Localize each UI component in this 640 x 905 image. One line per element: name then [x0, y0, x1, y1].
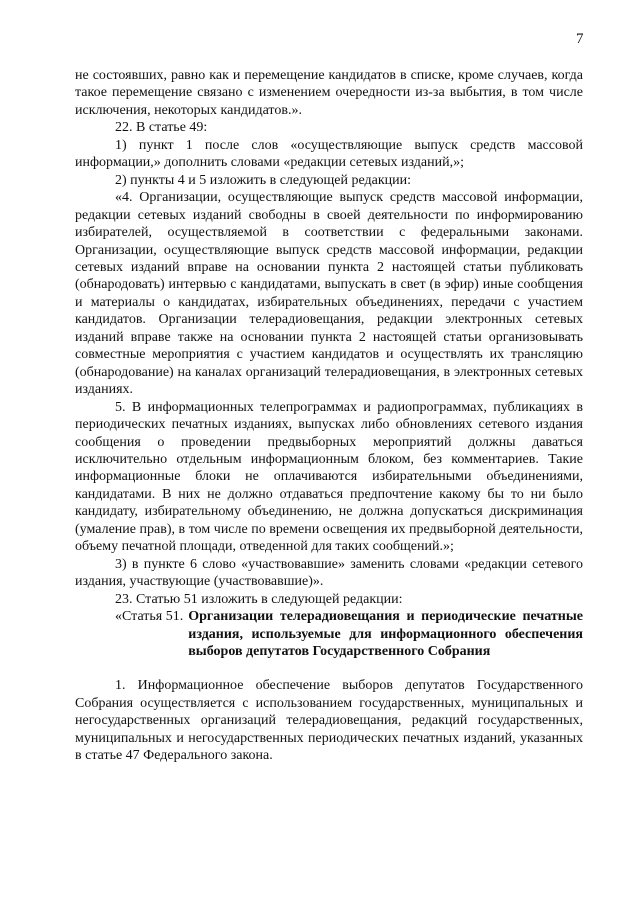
paragraph-continuation: не состоявших, равно как и перемещение кандидатов в списке, кроме случаев, когда такое перемещение связано с изменением очередности из-за выбытия, в том числе исключения, некоторых кандидатов.». — [75, 68, 583, 118]
article-number: «Статья 51. — [115, 609, 184, 625]
article-heading — [75, 608, 583, 660]
paragraph-point-5: 5. В информационных телепрограммах и радиопрограммах, публикациях в периодических печатных изданиях, выпусках либо обновлениях сетевого издания сообщения о проведении предвыборных мероприятий должны даваться исключительно отдельным информационным блоком, без комментариев. Такие информационные блоки не оплачиваются избирательными объединениями, кандидатами. В них не должно отдаваться предпочтение какому бы то ни было кандидату, избирательному объединению, не должна допускаться дискриминация (умаление прав), в том числе по времени освещения их предвыборной деятельности, объему печатной площади, отведенной для таких сообщений.»; — [75, 399, 583, 555]
page-number: 7 — [576, 31, 584, 47]
paragraph-subitem-3: 3) в пункте 6 слово «участвовавшие» заменить словами «редакции сетевого издания, участвующие (участвовавшие)». — [75, 556, 583, 590]
paragraph-subitem-1: 1) пункт 1 после слов «осуществляющие выпуск средств массовой информации,» дополнить словами «редакции сетевых изданий,»; — [75, 137, 583, 171]
paragraph-item-23: 23. Статью 51 изложить в следующей редакции: — [115, 591, 403, 607]
paragraph-point-4: «4. Организации, осуществляющие выпуск средств массовой информации, редакции сетевых изданий свободны в своей деятельности по информированию избирателей, осуществляемой в соответствии с федеральными законами. Организации, осуществляющие выпуск средств массовой информации, редакции сетевых изданий вправе на основании пункта 2 настоящей статьи публиковать (обнародовать) интервью с кандидатами, выпускать в свет (в эфир) иные сообщения и материалы о кандидатах, избирательных объединениях, передачи с участием кандидатов. Организации телерадиовещания, редакции электронных сетевых изданий вправе также на основании пункта 2 настоящей статьи организовывать совместные мероприятия с участием кандидатов и осуществлять их трансляцию (обнародование) на каналах организаций телерадиовещания, в электронных сетевых изданиях. — [75, 190, 583, 398]
section-spacer — [75, 660, 583, 677]
document-body — [75, 67, 583, 765]
article-title: Организации телерадиовещания и периодические печатные издания, используемые для информационного обеспечения выборов депутатов Государственного Собрания — [188, 609, 583, 659]
paragraph-item-22: 22. В статье 49: — [115, 120, 208, 136]
paragraph-article-point-1: 1. Информационное обеспечение выборов депутатов Государственного Собрания осуществляется с использованием государственных, муниципальных и негосударственных организаций телерадиовещания, редакций государственных, муниципальных и негосударственных периодических печатных изданий, указанных в статье 47 Федерального закона. — [75, 678, 583, 764]
paragraph-subitem-2: 2) пункты 4 и 5 изложить в следующей редакции: — [115, 172, 412, 188]
